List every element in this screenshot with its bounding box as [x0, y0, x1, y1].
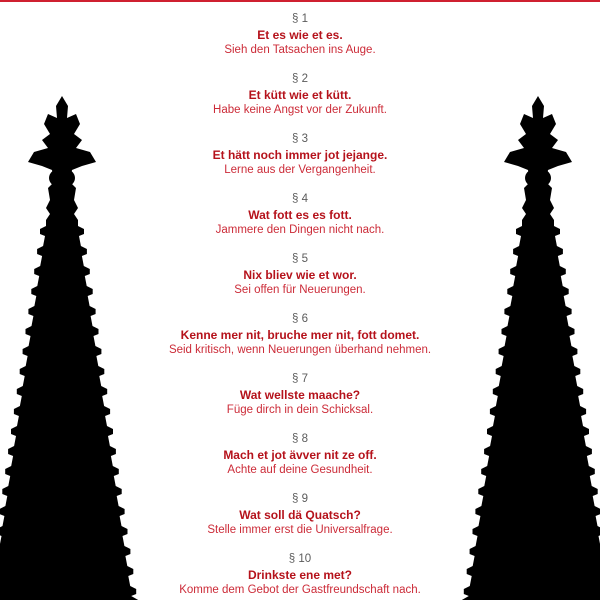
rule-item: [150, 12, 450, 70]
rule-saying: Wat soll dä Quatsch?: [239, 507, 361, 522]
rule-item: [150, 552, 450, 610]
rule-number: § 7: [292, 373, 308, 385]
left-spire-silhouette: [0, 96, 142, 600]
rule-meaning: Füge dirch in dein Schicksal.: [226, 404, 374, 416]
rule-number: § 5: [292, 253, 308, 265]
rule-number: § 10: [288, 553, 312, 565]
rule-item: [150, 432, 450, 490]
rule-meaning: Achte auf deine Gesundheit.: [227, 464, 373, 476]
rule-number: § 8: [292, 433, 308, 445]
rule-number: § 2: [292, 73, 308, 85]
rule-saying: Et es wie et es.: [257, 27, 343, 42]
rule-meaning: Lerne aus der Vergangenheit.: [224, 164, 376, 176]
top-accent-rule: [0, 0, 600, 2]
rule-meaning: Seid kritisch, wenn Neuerungen überhand nehmen.: [168, 344, 432, 356]
rule-saying: Mach et jot ävver nit ze off.: [223, 447, 377, 462]
rule-saying: Drinkste ene met?: [247, 567, 353, 582]
rule-saying: Kenne mer nit, bruche mer nit, fott domet.: [180, 327, 420, 342]
rule-number: § 4: [292, 193, 308, 205]
rule-meaning: Stelle immer erst die Universalfrage.: [207, 524, 393, 536]
rule-number: § 3: [292, 133, 308, 145]
rule-meaning: Komme dem Gebot der Gastfreundschaft nach.: [179, 584, 421, 596]
rules-list: [150, 10, 450, 610]
rule-item: [150, 312, 450, 370]
rule-item: [150, 492, 450, 550]
rule-item: [150, 252, 450, 310]
rule-saying: Wat fott es es fott.: [248, 207, 352, 222]
rule-meaning: Sieh den Tatsachen ins Auge.: [224, 44, 376, 56]
rule-item: [150, 72, 450, 130]
rule-number: § 6: [292, 313, 308, 325]
rule-meaning: Jammere den Dingen nicht nach.: [215, 224, 385, 236]
rule-number: § 1: [292, 13, 308, 25]
spire-graphic: [0, 96, 142, 600]
rule-saying: Et kütt wie et kütt.: [248, 87, 352, 102]
spire-graphic: [458, 96, 600, 600]
rule-item: [150, 192, 450, 250]
rule-item: [150, 372, 450, 430]
rule-saying: Et hätt noch immer jot jejange.: [212, 147, 388, 162]
rule-saying: Nix bliev wie et wor.: [243, 267, 357, 282]
rule-item: [150, 132, 450, 190]
rule-meaning: Habe keine Angst vor der Zukunft.: [213, 104, 387, 116]
rule-number: § 9: [292, 493, 308, 505]
rule-meaning: Sei offen für Neuerungen.: [234, 284, 366, 296]
right-spire-silhouette: [458, 96, 600, 600]
rule-saying: Wat wellste maache?: [239, 387, 361, 402]
